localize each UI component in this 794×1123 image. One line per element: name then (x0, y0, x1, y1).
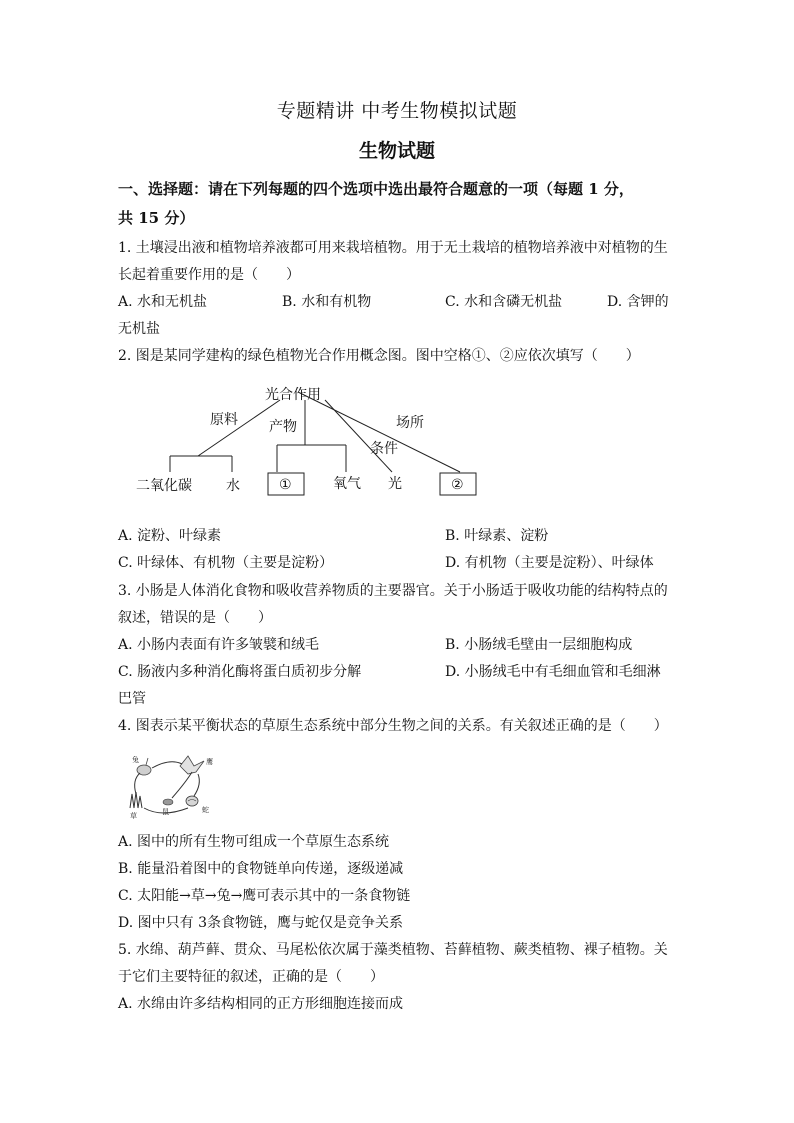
q4-stem: 4. 图表示某平衡状态的草原生态系统中部分生物之间的关系。有关叙述正确的是（ ） (118, 718, 668, 734)
eagle-icon (180, 756, 204, 774)
map-co2-label: 二氧化碳 (136, 478, 192, 494)
q1-option-c: C. 水和含磷无机盐 (445, 294, 563, 310)
q5-stem-line1: 5. 水绵、葫芦藓、贯众、马尾松依次属于藻类植物、苔藓植物、蕨类植物、裸子植物。关 (118, 942, 668, 958)
q3-option-d-continued: 巴管 (118, 691, 146, 707)
document-title: 专题精讲 中考生物模拟试题 (276, 100, 518, 122)
snake-icon (186, 796, 198, 806)
map-oxygen-label: 氧气 (333, 476, 361, 492)
q2-option-c: C. 叶绿体、有机物（主要是淀粉） (118, 555, 334, 571)
q1-option-d: D. 含钾的 (607, 294, 669, 310)
figure-snake-label: 蛇 (202, 806, 209, 814)
q3-stem-line1: 3. 小肠是人体消化食物和吸收营养物质的主要器官。关于小肠适于吸收功能的结构特点的 (118, 583, 668, 599)
q4-option-c: C. 太阳能→草→兔→鹰可表示其中的一条食物链 (118, 888, 411, 904)
q3-option-b: B. 小肠绒毛壁由一层细胞构成 (445, 637, 633, 653)
figure-grass-label: 草 (130, 812, 137, 820)
q3-option-c: C. 肠液内多种消化酶将蛋白质初步分解 (118, 664, 362, 680)
q5-stem-line2: 于它们主要特征的叙述，正确的是（ ） (118, 969, 384, 985)
rabbit-icon (137, 758, 151, 775)
q2-stem: 2. 图是某同学建构的绿色植物光合作用概念图。图中空格①、②应依次填写（ ） (118, 348, 640, 364)
q5-option-a: A. 水绵由许多结构相同的正方形细胞连接而成 (118, 996, 404, 1012)
q1-option-a: A. 水和无机盐 (118, 294, 208, 310)
q4-option-d: D. 图中只有 3条食物链，鹰与蛇仅是竞争关系 (118, 915, 403, 931)
section-heading-line2: 共 15 分） (118, 209, 195, 227)
food-web-figure (122, 752, 222, 820)
figure-eagle-label: 鹰 (206, 758, 213, 766)
q2-option-b: B. 叶绿素、淀粉 (445, 528, 549, 544)
mouse-icon (163, 799, 173, 805)
q3-stem-line2: 叙述，错误的是（ ） (118, 610, 272, 626)
section-heading-line1: 一、选择题：请在下列每题的四个选项中选出最符合题意的一项（每题 1 分， (118, 180, 634, 198)
q1-option-b: B. 水和有机物 (282, 294, 372, 310)
q3-option-d: D. 小肠绒毛中有毛细血管和毛细淋 (445, 664, 661, 680)
map-condition-label: 条件 (370, 441, 398, 457)
map-water-label: 水 (226, 478, 240, 494)
map-root-label: 光合作用 (265, 387, 321, 403)
q3-option-a: A. 小肠内表面有许多皱襞和绒毛 (118, 637, 320, 653)
photosynthesis-concept-map (120, 380, 500, 505)
q1-stem-line1: 1. 土壤浸出液和植物培养液都可用来栽培植物。用于无土栽培的植物培养液中对植物的生 (118, 240, 668, 256)
map-product-label: 产物 (269, 419, 297, 435)
grass-icon (130, 792, 142, 808)
figure-mouse-label: 鼠 (162, 808, 169, 816)
q4-option-a: A. 图中的所有生物可组成一个草原生态系统 (118, 834, 390, 850)
q2-option-d: D. 有机物（主要是淀粉）、叶绿体 (445, 555, 654, 571)
map-raw-label: 原料 (210, 412, 238, 428)
q1-option-d-continued: 无机盐 (118, 321, 160, 337)
q4-option-b: B. 能量沿着图中的食物链单向传递，逐级递减 (118, 861, 404, 877)
q2-option-a: A. 淀粉、叶绿素 (118, 528, 222, 544)
figure-rabbit-label: 兔 (132, 756, 139, 764)
map-place-label: 场所 (396, 415, 424, 431)
map-blank1-label: ① (279, 477, 292, 493)
map-light-label: 光 (388, 476, 402, 492)
q1-stem-line2: 长起着重要作用的是（ ） (118, 267, 300, 283)
document-subtitle: 生物试题 (358, 140, 435, 162)
map-blank2-label: ② (451, 477, 464, 493)
